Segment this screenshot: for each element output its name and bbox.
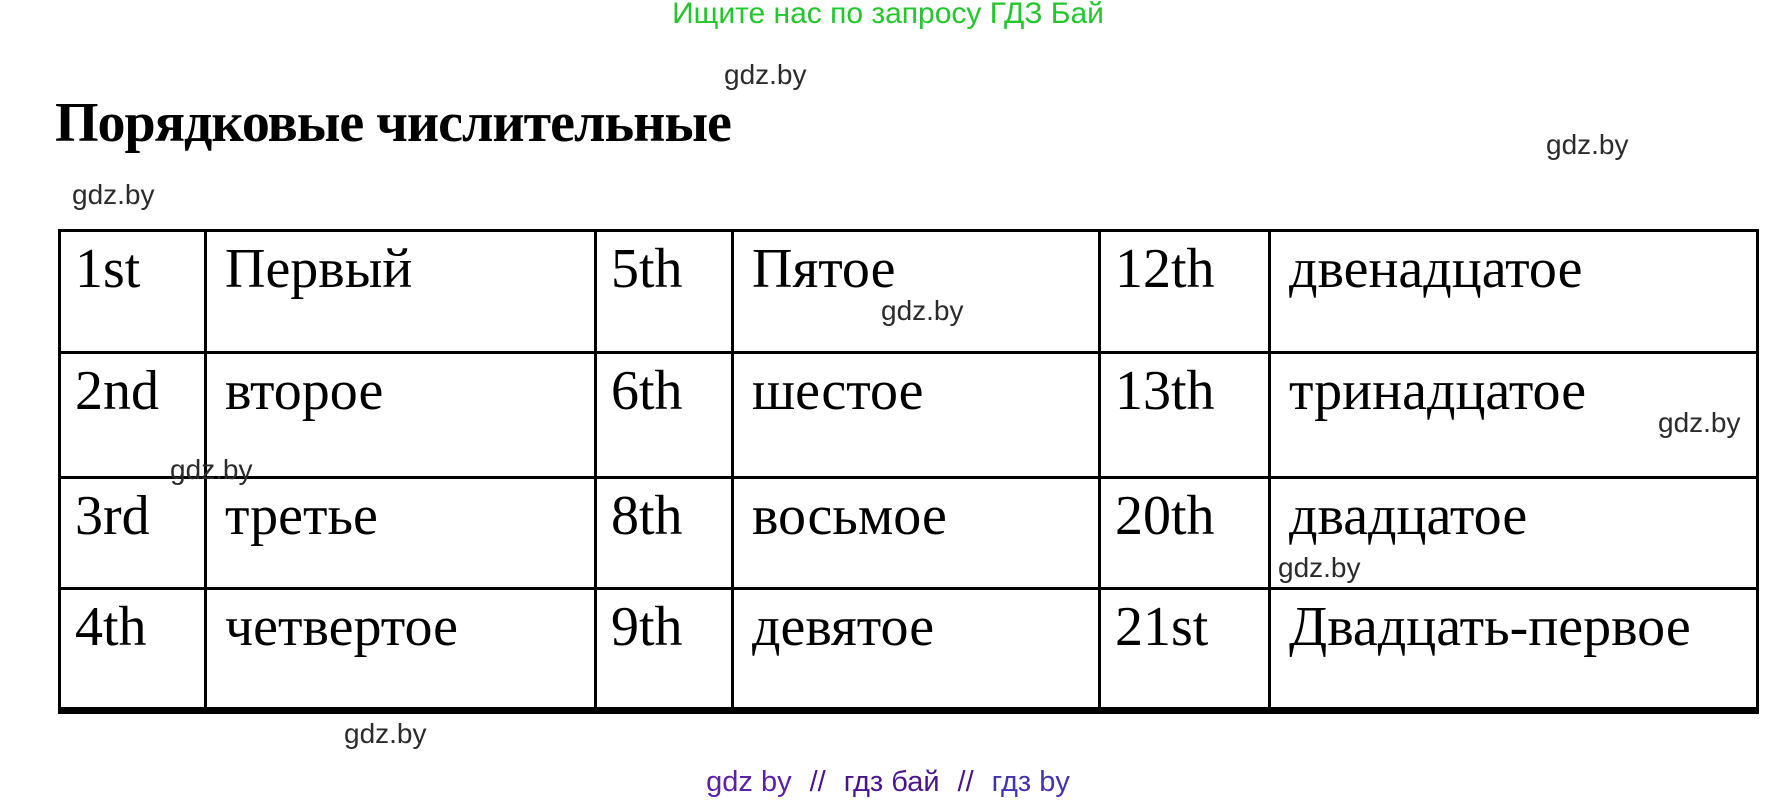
word-cell: Пятое: [733, 231, 1100, 353]
table-row: [60, 353, 1758, 478]
ordinal-cell: 20th: [1100, 478, 1270, 589]
ordinal-cell: 4th: [60, 589, 206, 711]
word-cell: двадцатое: [1270, 478, 1758, 589]
gdzby-watermark: gdz.by: [1546, 129, 1629, 160]
gdzby-watermark: gdz.by: [724, 59, 807, 90]
gdzby-watermark: gdz.by: [1658, 407, 1741, 438]
word-cell: шестое: [733, 353, 1100, 478]
ordinal-cell: 1st: [60, 231, 206, 353]
word-cell: восьмое: [733, 478, 1100, 589]
ordinal-cell: 8th: [596, 478, 733, 589]
promo-banner-text: Ищите нас по запросу ГДЗ Бай: [672, 0, 1104, 30]
footer-segment: гдз бай: [843, 766, 940, 798]
ordinal-cell: 3rd: [60, 478, 206, 589]
table-row: [60, 231, 1758, 353]
page-title: Порядковые числительные: [55, 92, 731, 154]
footer-links: [0, 766, 1776, 799]
word-cell: третье: [206, 478, 596, 589]
footer-segment: gdz by: [706, 766, 792, 798]
gdzby-watermark: gdz.by: [344, 718, 427, 749]
footer-segment: //: [809, 766, 826, 798]
word-cell: тринадцатое: [1270, 353, 1758, 478]
ordinal-cell: 13th: [1100, 353, 1270, 478]
footer-segment: гдз by: [991, 766, 1070, 798]
ordinal-cell: 5th: [596, 231, 733, 353]
ordinal-cell: 21st: [1100, 589, 1270, 711]
ordinal-cell: 6th: [596, 353, 733, 478]
ordinal-cell: 9th: [596, 589, 733, 711]
word-cell: Первый: [206, 231, 596, 353]
word-cell: четвертое: [206, 589, 596, 711]
word-cell: второе: [206, 353, 596, 478]
ordinal-cell: 2nd: [60, 353, 206, 478]
word-cell: двенадцатое: [1270, 231, 1758, 353]
gdzby-watermark: gdz.by: [881, 295, 964, 326]
table-row: [60, 589, 1758, 711]
gdzby-watermark: gdz.by: [170, 454, 253, 485]
ordinal-cell: 12th: [1100, 231, 1270, 353]
word-cell: Двадцать-первое: [1270, 589, 1758, 711]
gdzby-watermark: gdz.by: [1278, 552, 1361, 583]
footer-segment: //: [957, 766, 974, 798]
table-row: [60, 478, 1758, 589]
gdzby-watermark: gdz.by: [72, 179, 155, 210]
word-cell: девятое: [733, 589, 1100, 711]
